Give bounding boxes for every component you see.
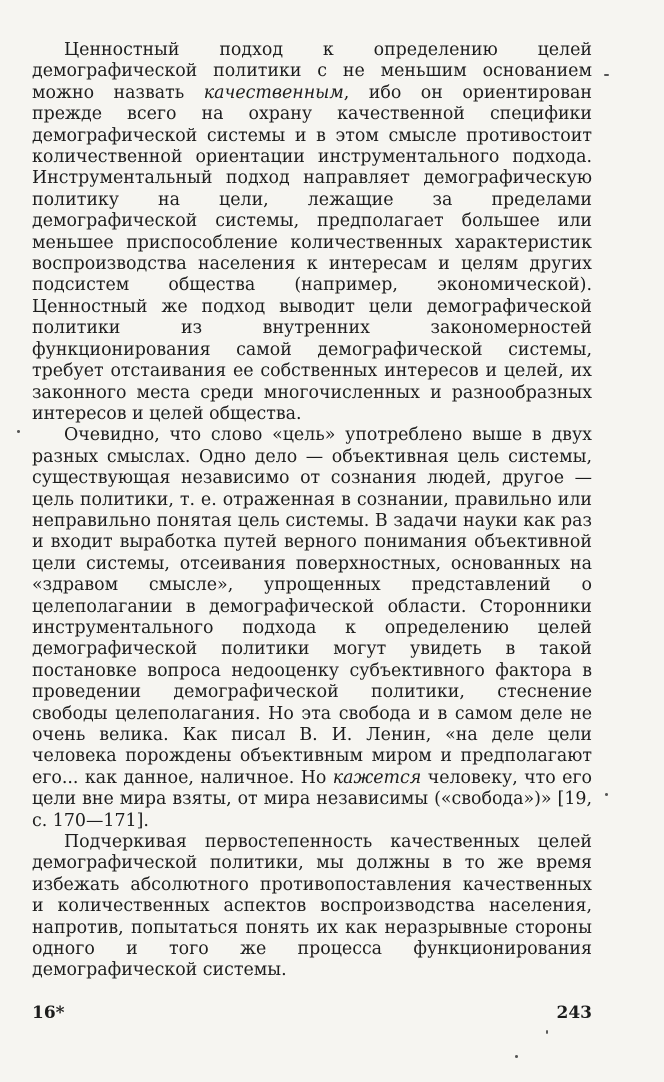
paragraph-1-text-1: Ценностный подход к определению целей демографической политики с не меньшим основанием можно назвать — [32, 40, 592, 103]
printer-signature-mark: 16* — [32, 1003, 65, 1023]
paragraph-2-text-2: человеку, что его цели вне мира взяты, от мира независимы («свобода»)» [19, с. 170—171]. — [32, 767, 592, 831]
paragraph-2-italic-term: кажется — [332, 767, 422, 788]
scan-speck — [604, 74, 609, 76]
page-footer — [32, 1003, 592, 1025]
page-number: 243 — [556, 1003, 592, 1023]
scan-speck — [546, 1030, 548, 1034]
scan-speck — [17, 430, 20, 433]
paragraph-2 — [32, 425, 592, 832]
paragraph-1-italic-term: качественным — [203, 82, 344, 103]
paragraph-3 — [32, 832, 592, 982]
scan-speck — [605, 793, 608, 796]
page-body — [32, 40, 592, 982]
paragraph-3-text-1: Подчеркивая первостепенность качественных целей демографической политики, мы должны в то же время избежать абсолютного противопоставления качественных и количественных аспектов воспроизводства населения, напротив, попытаться понять их как неразрывные стороны одного и того же процесса функционирования демографической системы. — [32, 832, 592, 981]
paragraph-1 — [32, 40, 592, 425]
paragraph-1-text-2: , ибо он ориентирован прежде всего на охрану качественной специфики демографической системы и в этом смысле противостоит количественной ориентации инструментального подхода. Инструментальный подход направляет демографическую политику на цели, лежащие за пределами демографической системы, предполагает большее или меньшее приспособление количественных характеристик воспроизводства населения к интересам и целям других подсистем общества (например, экономической). Ценностный же подход выводит цели демографической политики из внутренних закономерностей функционирования самой демографической системы, требует отстаивания ее собственных интересов и целей, их законного места среди многочисленных и разнообразных интересов и целей общества. — [32, 82, 592, 424]
scan-speck — [515, 1055, 518, 1058]
paragraph-2-text-1: Очевидно, что слово «цель» употреблено выше в двух разных смыслах. Одно дело — объективная цель системы, существующая независимо от сознания людей, другое — цель политики, т. е. отраженная в сознании, правильно или неправильно понятая цель системы. В задачи науки как раз и входит выработка путей верного понимания объективной цели системы, отсеивания поверхностных, основанных на «здравом смысле», упрощенных представлений о целеполагании в демографической области. Сторонники инструментального подхода к определению целей демографической политики могут увидеть в такой постановке вопроса недооценку субъективного фактора в проведении демографической политики, стеснение свободы целеполагания. Но эта свобода и в самом деле не очень велика. Как писал В. И. Ленин, «на деле цели человека порождены объективным миром и предполагают его... как данное, наличное. Но — [32, 425, 592, 788]
